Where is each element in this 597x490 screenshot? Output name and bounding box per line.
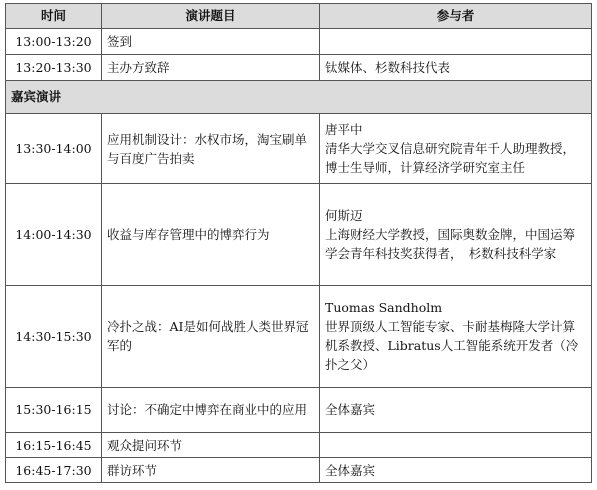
time-cell: 13:20-13:30: [6, 54, 102, 80]
header-topic: 演讲题目: [102, 4, 320, 29]
header-time: 时间: [6, 4, 102, 29]
topic-cell: 主办方致辞: [102, 54, 320, 80]
topic-cell: 观众提问环节: [102, 433, 320, 458]
table-row: [6, 28, 592, 54]
table-header-row: [6, 4, 592, 29]
time-cell: 14:00-14:30: [6, 184, 102, 286]
speaker-description: 世界顶级人工智能专家、卡耐基梅隆大学计算机系教授、Libratus人工智能系统开发者（冷扑之父）: [325, 319, 579, 373]
table-row: [6, 433, 592, 458]
participants-cell: [320, 28, 592, 54]
speaker-name: Tuomas Sandholm: [325, 300, 443, 316]
speaker-name: 唐平中: [325, 122, 363, 138]
topic-cell: 应用机制设计：水权市场，淘宝刷单与百度广告拍卖: [102, 113, 320, 184]
time-cell: 16:15-16:45: [6, 433, 102, 458]
time-cell: 15:30-16:15: [6, 387, 102, 433]
speaker-cell: [320, 113, 592, 184]
time-cell: 13:00-13:20: [6, 28, 102, 54]
participants-cell: 全体嘉宾: [320, 458, 592, 483]
section-title: 嘉宾演讲: [6, 80, 592, 113]
speaker-cell: [320, 285, 592, 387]
table-row: [6, 387, 592, 433]
table-row: [6, 54, 592, 80]
time-cell: 16:45-17:30: [6, 458, 102, 483]
topic-cell: 群访环节: [102, 458, 320, 483]
table-row: [6, 285, 592, 387]
time-cell: 14:30-15:30: [6, 285, 102, 387]
time-cell: 13:30-14:00: [6, 113, 102, 184]
speaker-description: 上海财经大学教授，国际奥数金牌，中国运筹学会青年科技奖获得者， 杉数科技科学家: [325, 227, 576, 262]
speaker-cell: [320, 184, 592, 286]
speaker-name: 何斯迈: [325, 208, 363, 224]
table-row: [6, 113, 592, 184]
topic-cell: 冷扑之战：AI是如何战胜人类世界冠军的: [102, 285, 320, 387]
topic-cell: 讨论：不确定中博弈在商业中的应用: [102, 387, 320, 433]
participants-cell: 钛媒体、杉数科技代表: [320, 54, 592, 80]
participants-cell: [320, 433, 592, 458]
header-participants: 参与者: [320, 4, 592, 29]
table-row: [6, 184, 592, 286]
section-row: [6, 80, 592, 113]
topic-cell: 收益与库存管理中的博弈行为: [102, 184, 320, 286]
topic-cell: 签到: [102, 28, 320, 54]
speaker-description: 清华大学交叉信息研究院青年千人助理教授，博士生导师，计算经济学研究室主任: [325, 141, 576, 176]
agenda-table: [5, 3, 592, 483]
table-row: [6, 458, 592, 483]
participants-cell: 全体嘉宾: [320, 387, 592, 433]
